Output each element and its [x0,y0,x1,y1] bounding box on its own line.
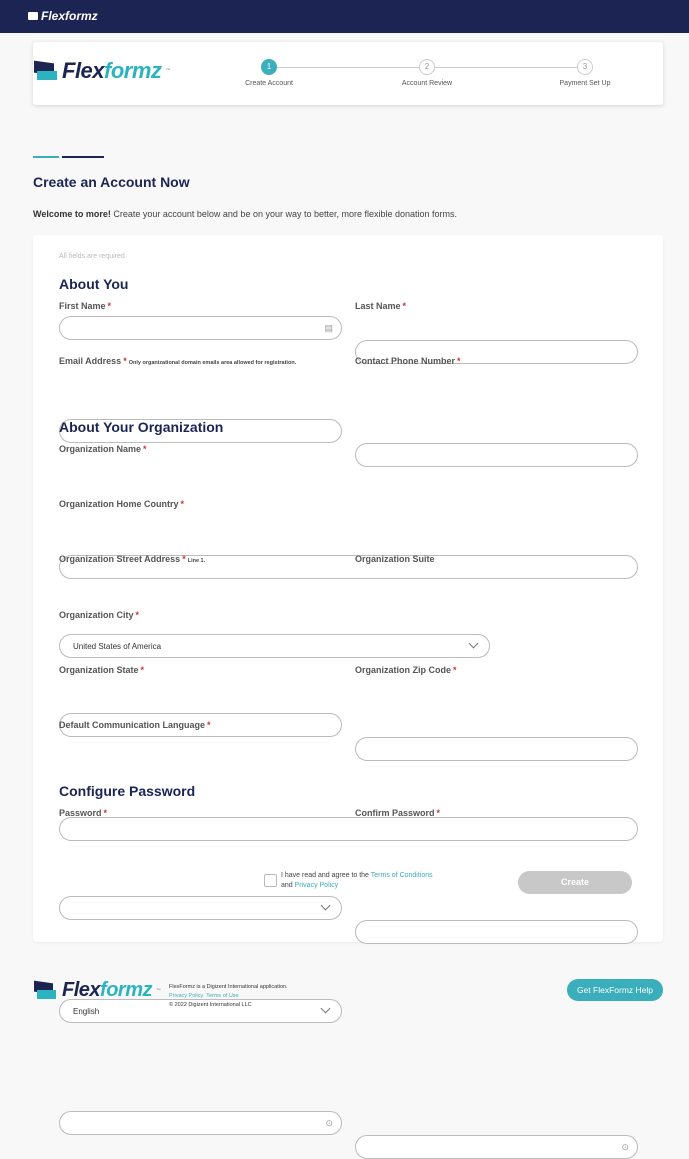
city-label: Organization City * [59,610,140,620]
navbar-logo[interactable]: Flex formz [28,9,98,23]
footer-terms-link[interactable]: Terms of Use [206,993,239,999]
accent-bar [62,156,104,158]
street-label: Organization Street Address * Line 1. [59,554,206,564]
logo-mark-icon [28,12,38,20]
key-icon[interactable]: ⊙ [621,1142,629,1152]
last-name-label: Last Name * [355,301,407,311]
phone-label: Contact Phone Number * [355,356,461,366]
confirm-password-label: Confirm Password * [355,808,441,818]
country-label: Organization Home Country * [59,499,185,509]
password-input[interactable] [59,1111,342,1135]
state-select[interactable] [59,896,342,920]
section-about-org: About Your Organization [59,419,224,435]
zip-label: Organization Zip Code * [355,665,457,675]
page-title: Create an Account Now [33,174,190,190]
phone-input[interactable] [355,443,638,467]
create-button[interactable]: Create [518,871,632,894]
accent-bar [33,156,59,158]
key-icon[interactable]: ⊙ [325,1118,333,1128]
section-password: Configure Password [59,783,196,799]
footer-privacy-link[interactable]: Privacy Policy [169,993,204,999]
suite-label: Organization Suite [355,554,435,564]
agree-checkbox[interactable] [264,874,277,887]
footer-text: FlexFormz is a Digizent International application. Privacy Policy Terms of Use © 2022 Digizent International LLC [169,984,288,1008]
step-2-label: Account Review [401,80,453,87]
privacy-link[interactable]: Privacy Policy [294,882,339,889]
step-1: 1 [261,59,277,75]
agree-text: I have read and agree to the Terms of Conditions and Privacy Policy [281,872,433,889]
intro-text: Welcome to more! Create your account below and be on your way to better, more flexible donation forms. [33,209,458,219]
state-label: Organization State * [59,665,145,675]
section-about-you: About You [59,276,129,292]
help-button[interactable]: Get FlexFormz Help [567,979,663,1001]
step-2: 2 [419,59,435,75]
zip-input[interactable] [355,920,638,944]
logo-mark-icon [34,62,58,80]
city-input[interactable] [59,817,638,841]
step-3: 3 [577,59,593,75]
logo-mark-icon [34,982,58,1000]
first-name-label: First Name * [59,301,112,311]
language-label: Default Communication Language * [59,720,211,730]
step-1-label: Create Account [245,80,293,87]
org-name-label: Organization Name * [59,444,147,454]
confirm-password-input[interactable] [355,1135,638,1159]
top-navbar [0,0,689,33]
contact-card-icon: ▤ [324,323,333,333]
chevron-down-icon [321,1004,331,1014]
footer-logo: Flex formz ™ [34,979,160,1002]
language-select[interactable]: English [59,999,342,1023]
terms-link[interactable]: Terms of Conditions [370,872,433,879]
chevron-down-icon [469,639,479,649]
step-3-label: Payment Set Up [559,80,611,87]
chevron-down-icon [321,901,331,911]
suite-input[interactable] [355,737,638,761]
first-name-input[interactable] [59,316,342,340]
required-note: All fields are required [59,253,125,260]
email-label: Email Address * Only organizational domain emails area allowed for registration. [59,356,297,366]
password-label: Password * [59,808,108,818]
country-select[interactable]: United States of America [59,634,490,658]
header-logo: Flex formz ™ [34,58,170,84]
